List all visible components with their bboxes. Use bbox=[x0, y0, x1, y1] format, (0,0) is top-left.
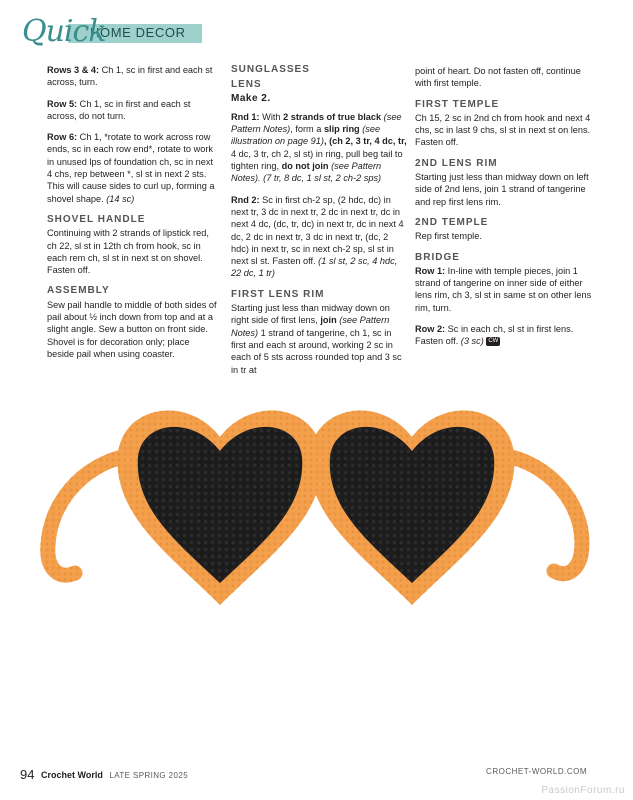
page-number: 94 bbox=[20, 767, 35, 782]
rnd-1-label: Rnd 1: bbox=[231, 111, 260, 122]
watermark: PassionForum.ru bbox=[541, 785, 625, 796]
rim-1-a: Starting just less than midway down on right side of first lens, bbox=[231, 303, 390, 326]
second-temple-text: Rep first temple. bbox=[415, 231, 482, 242]
bridge-row-1-text: In-line with temple pieces, join 1 strand of tangerine on inner side of either lens rim, ch 3, sl st in same st on other lens rim, turn. bbox=[415, 265, 592, 313]
bridge-row-2-text: Sc in each ch, sl st in first lens. Fasten off. bbox=[415, 324, 574, 347]
rnd-1-i: do not join bbox=[281, 161, 329, 172]
rnd-1-f: (see illustration on page 91) bbox=[231, 124, 381, 147]
rnd-1-h: 4 dc, 3 tr, ch 2, sl st) in ring, pull beg tail to tighten ring, bbox=[231, 148, 403, 172]
bridge-row-2 bbox=[415, 323, 593, 348]
issue-label: LATE SPRING 2025 bbox=[109, 771, 189, 780]
bridge-row-1 bbox=[415, 265, 593, 314]
first-temple-heading: FIRST TEMPLE bbox=[415, 98, 500, 110]
end-mark-icon: CW bbox=[488, 338, 499, 345]
shovel-handle-text: Continuing with 2 strands of lipstick red, ch 22, sl st in 12th ch from hook, sc in each rem ch, sl st in next st on shovel. Fasten off. bbox=[47, 228, 209, 276]
bridge-row-2-count: (3 sc) bbox=[460, 336, 484, 347]
column-3 bbox=[415, 65, 593, 357]
rnd-2-text: Sc in first ch-2 sp, (2 hdc, dc) in next tr, 3 dc in next tr, 2 dc in next tr, dc in next 4 dc, (dc, tr, dc) in next tr, dc in next 4 dc, 2 dc in next tr, 3 dc in next tr, (dc, 2 hdc) in next tr, sc in next ch-2 sp, sl st in next sl st. Fasten off. bbox=[231, 194, 404, 267]
rim-1-b: join bbox=[320, 315, 337, 326]
rnd-2 bbox=[231, 194, 407, 280]
row-6-label: Row 6: bbox=[47, 132, 78, 143]
first-temple-text: Ch 15, 2 sc in 2nd ch from hook and next 4 chs, sc in last 9 chs, sl st in next st on lens. Fasten off. bbox=[415, 112, 591, 148]
assembly-text: Sew pail handle to middle of both sides of pail about ½ inch down from top and at a slight angle. Sew a button on front side. Shovel is for decoration only; place beside pail when using coaster. bbox=[47, 299, 217, 359]
first-lens-rim-text bbox=[231, 302, 407, 376]
second-temple-heading: 2ND TEMPLE bbox=[415, 216, 489, 228]
rows-3-4-label: Rows 3 & 4: bbox=[47, 65, 100, 75]
sunglasses-heading: SUNGLASSES bbox=[231, 64, 310, 75]
bridge-row-2-label: Row 2: bbox=[415, 324, 446, 335]
column-1 bbox=[47, 64, 217, 369]
right-lens bbox=[310, 411, 515, 605]
rnd-1-a: With bbox=[259, 111, 284, 122]
rnd-1-d: , form a bbox=[290, 124, 324, 135]
second-lens-rim-heading: 2ND LENS RIM bbox=[415, 157, 498, 169]
shovel-handle-heading: SHOVEL HANDLE bbox=[47, 213, 146, 225]
footer-left bbox=[20, 767, 188, 782]
lens-heading: LENS bbox=[231, 79, 262, 91]
magazine-name: Crochet World bbox=[40, 770, 103, 780]
sunglasses-photo bbox=[20, 385, 614, 615]
rnd-1-c: (see Pattern Notes) bbox=[231, 111, 402, 135]
left-lens bbox=[118, 411, 323, 605]
rim-1-c: (see Pattern Notes) bbox=[231, 315, 390, 338]
rows-3-4 bbox=[47, 64, 217, 89]
rows-3-4-text: Ch 1, sc in first and each st across, turn. bbox=[47, 65, 213, 88]
assembly-heading: ASSEMBLY bbox=[47, 285, 110, 297]
rnd-1-j: (see Pattern Notes). (7 tr, 8 dc, 1 sl st, 2 ch-2 sps) bbox=[231, 161, 382, 184]
rim-1-d: 1 strand of tangerine, ch 1, sc in first and each st around, working 2 sc in each of 5 sts across rounded top and 3 sc in tr at bbox=[231, 327, 402, 375]
rnd-2-label: Rnd 2: bbox=[231, 194, 260, 205]
quick-logo: Quick bbox=[22, 14, 106, 49]
first-lens-rim-heading: FIRST LENS RIM bbox=[231, 288, 325, 300]
bridge-heading: BRIDGE bbox=[415, 251, 460, 263]
rnd-1 bbox=[231, 111, 407, 185]
row-6-text: Ch 1, *rotate to work across row ends, sc in each row end*, rotate to work in unused lps of foundation ch, sc in next 4 chs, rep between *, sl st in next 2 sts. This will cause sides to curl up, forming a shovel shape. bbox=[47, 132, 215, 204]
make-2: Make 2. bbox=[231, 92, 271, 104]
rnd-2-count: (1 sl st, 2 sc, 4 hdc, 22 dc, 1 tr) bbox=[231, 256, 398, 279]
section-title: HOME DECOR bbox=[90, 25, 186, 40]
bridge-row-1-label: Row 1: bbox=[415, 265, 446, 276]
footer-site: CROCHET-WORLD.COM bbox=[486, 767, 587, 776]
row-5-label: Row 5: bbox=[47, 98, 78, 109]
row-5-text: Ch 1, sc in first and each st across, do not turn. bbox=[47, 98, 191, 121]
rim-continued-text: point of heart. Do not fasten off, continue with first temple. bbox=[415, 66, 581, 89]
rnd-1-e: slip ring bbox=[323, 124, 360, 135]
row-5 bbox=[47, 98, 217, 123]
rnd-1-g: , (ch 2, 3 tr, 4 dc, tr, bbox=[323, 136, 407, 147]
rnd-1-b: 2 strands of true black bbox=[283, 111, 382, 122]
row-6 bbox=[47, 131, 217, 205]
column-2 bbox=[231, 64, 407, 385]
second-lens-rim-text: Starting just less than midway down on left side of 2nd lens, join 1 strand of tangerine and rep first lens rim. bbox=[415, 172, 589, 207]
row-6-count: (14 sc) bbox=[106, 193, 135, 204]
